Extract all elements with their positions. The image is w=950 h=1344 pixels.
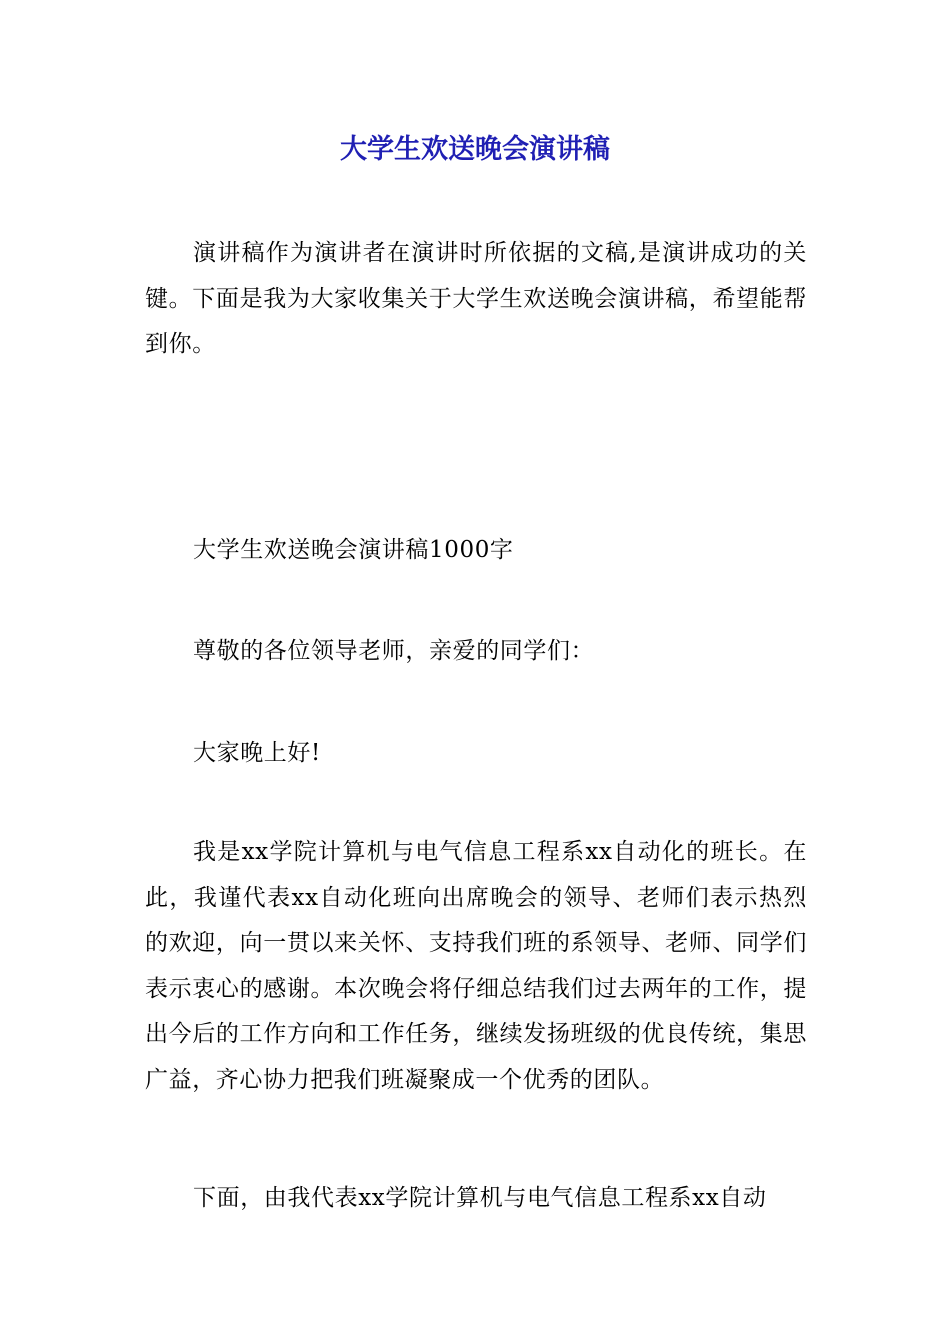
salutation-paragraph: 尊敬的各位领导老师，亲爱的同学们：	[193, 638, 595, 664]
intro-paragraph: 演讲稿作为演讲者在演讲时所依据的文稿,是演讲成功的关键。下面是我为大家收集关于大学生欢送晚会演讲稿，希望能帮到你。	[145, 240, 807, 357]
body-paragraph: 我是xx学院计算机与电气信息工程系xx自动化的班长。在此，我谨代表xx自动化班向出席晚会的领导、老师们表示热烈的欢迎，向一贯以来关怀、支持我们班的系领导、老师、同学们表示衷心的感谢。本次晚会将仔细总结我们过去两年的工作，提出今后的工作方向和工作任务，继续发扬班级的优良传统，集思广益，齐心协力把我们班凝聚成一个优秀的团队。	[145, 839, 807, 1093]
speech-subtitle: 大学生欢送晚会演讲稿1000字	[193, 537, 514, 563]
greeting-paragraph: 大家晚上好!	[193, 740, 321, 766]
document-title: 大学生欢送晚会演讲稿	[340, 134, 610, 165]
body-paragraph-continued: 下面，由我代表xx学院计算机与电气信息工程系xx自动	[193, 1185, 767, 1211]
